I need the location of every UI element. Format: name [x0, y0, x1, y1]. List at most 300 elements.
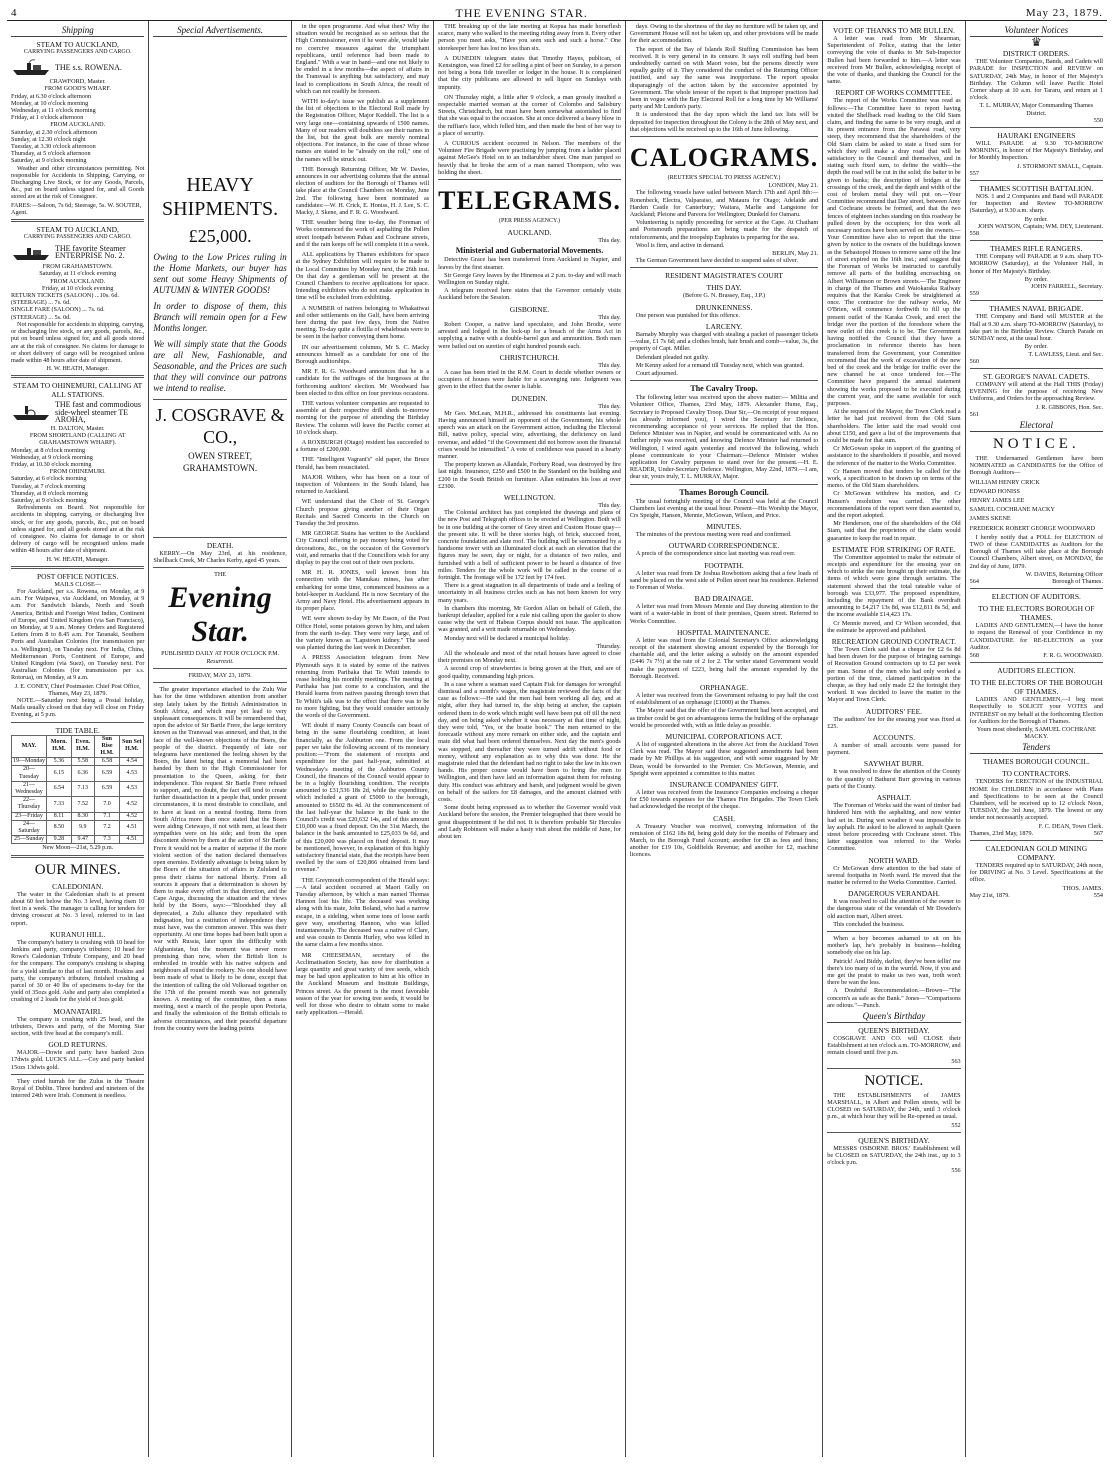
- council-text: A letter was read from Dr Joshua Rowbottom asking that a few loads of sand be placed on the west side of Pollen street near his residence. Referred to Foreman of Works.: [629, 569, 819, 591]
- cavalry-heading: The Cavalry Troop.: [690, 384, 758, 394]
- telegram-text: Sir George Grey leaves by the Hinemoa at 2 p.m. to-day and will reach Wellington on Sunday night.: [438, 271, 621, 287]
- notice-date: Thames, 23rd May, 1879.: [969, 829, 1034, 837]
- time-line: Saturday, at 9 o'clock morning: [11, 496, 87, 504]
- time-line: Wednesday, at 9 o'clock morning: [11, 453, 93, 461]
- council-text: It was resolved to draw the attention of the County to the quantity of Bathurst Burr growing in various parts of the County.: [827, 768, 961, 790]
- signature: F. C. DEAN, Town Clerk.: [1038, 822, 1104, 830]
- issue-date: May 23, 1879.: [1025, 7, 1103, 19]
- telegram-text: Some doubt being expressed as to whether the Governor would visit Auckland before the session, the Premier telegraphed that there would be great disappointment if he did not. It is therefore probable Sir Hercules and Lady Robinson will make a hasty visit about the middle of June, for about ten: [438, 804, 621, 841]
- ad-text: COSGRAVE AND CO. will CLOSE their Establishment at ten o'clock a.m. TO-MORROW, and remain closed until five p.m.: [827, 1034, 961, 1057]
- time-line: Saturday, at 11 o'clock evening: [39, 270, 117, 278]
- paper-date: FRIDAY, MAY 23, 1879.: [188, 672, 252, 680]
- tide-cell: 4.53: [120, 766, 144, 781]
- court-subhead: LARCENY.: [705, 321, 743, 331]
- telegram-text: All the wholesale and most of the retail houses have agreed to close their premises on Monday next.: [438, 650, 621, 665]
- tide-cell: 9.47: [71, 836, 94, 844]
- telegram-text: A telegram received here states that the Governor certainly visits Auckland before the Session.: [438, 287, 621, 302]
- news-paragraph: days. Owing to the shortness of the day no furniture will be taken up, and Government House will not be taken up, and other provisions will be made for their accommodation.: [629, 23, 819, 45]
- court-text: One person was punished for this offence.: [635, 311, 741, 319]
- news-paragraph: MR H. R. JONES, well known from his connection with the Manukau mines, has after embarking for some time, commenced business as a hotel-keeper in Auckland. He is now Secretary of the Army and Navy Hotel. His advertisement appears in its proper place.: [295, 569, 430, 613]
- council-subhead: MUNICIPAL CORPORATIONS ACT.: [665, 732, 783, 742]
- council-subhead: VOTE OF THANKS TO MR BULLEN.: [832, 26, 955, 35]
- telegram-text: Robert Cooper, a native land speculator, and John Brodie, were arrested and lodged in the lock-up for a breach of the Arms Act in supplying a native with a double-barrel gun and ammunition. Both men were bailed out on sureties of eight hundred pounds each.: [438, 320, 621, 350]
- time-line: Tuesday, at 7 o'clock morning: [11, 482, 86, 490]
- telegram-headline: Ministerial and Gubernatorial Movements.: [455, 246, 604, 256]
- tide-row: [12, 797, 144, 812]
- leading-article: The greater importance attached to the Zulu War has for the time withdrawn attention from another step lately taken by the British Administration in South Africa, and which may yet lead to very unpleasant consequences. It will be remembered that, upon the advice of Sir Bartle Frere, the large territory known as the Transvaal was annexed, and that, in the face of the well-known objections of the Boers, the people of the district. Frequently of late our telegrams have mentioned the feeling shown by the Boers, the latest being that a memorial had been handed by them to the High Commissioner for presentation to the Queen, asking for their independence. This request Sir Bartle Frere refused to support, and, no doubt, the fact will tend to create further dissatisfaction in a people that, under present circumstances, it is most desirable to conciliate, and to have at least on a neutral footing. Items from South Africa more than once stated that the Boers were aiding Cetewayo, if not with men, at least their sympathies were on his side; and from the open discontent shown by them at the action of Sir Bartle Frere it would not be a matter of surprise if the more violent section of the nation declared themselves open enemies. Evidently advantage is being taken by the Boers of the situation of affairs in Zululand to press their claims for national liberty. From all sources it appears that a determination is shown by them to make every effort in that direction, and the Cape Argus, discussing the situation and the views held by the Boers, says:—"Bloodshed they all deprecated, a Zulu alliance they repudiated with indignation, but a restitution of independence they must have, was the common answer. This was their opportunity. At one time hopes had been built upon a war with Russia, later upon the difficulty with Afghanistan, but the moment was never more promising than now, when the British lion is embroiled in trouble with his native subjects and neighbours all round the rookery. No one should have been made of what is likely to be done, except that the intention of calling the old Volksraad together on the 17th of the present month was not generally known. A meeting of the committee, then a mass meeting, next a march of the people upon Pretoria, and finally the submission of the British officials to adverse circumstances, and their peaceful departure from the country were the leading points: [153, 686, 287, 1032]
- cable-text: Wool is firm, and active in demand.: [635, 241, 725, 249]
- column-4: [434, 21, 626, 1457]
- council-text: The Town Clerk said that a cheque for £2 6s 8d had been drawn for the purpose of bringing earnings of Recreation Ground contractors up to £2 per week per man. Some of the men who had only worked a portion of the time, claimed participation in the cheque, as they had only made £2 the fortnight they worked. It was decided to leave the matter to the Mayor and Town Clerk.: [827, 646, 961, 704]
- dateline-day: This day.: [598, 237, 621, 245]
- ad-paragraph: In order to dispose of them, this Branch will remain open for a Few Months longer.: [153, 301, 287, 333]
- subheading: MAILS CLOSE—: [54, 580, 101, 588]
- column-7: [966, 21, 1107, 1457]
- time-line: Saturday, at 6 o'clock morning: [11, 475, 87, 483]
- signature: THOS. JAMES.: [1062, 884, 1104, 892]
- ad-number: 557: [969, 169, 979, 177]
- tide-cell: 4.51: [120, 836, 144, 844]
- ship-master: CRAWFORD, Master.: [49, 78, 106, 86]
- tide-cell: 5.58: [71, 758, 94, 766]
- dateline-place: AUCKLAND.: [507, 228, 552, 238]
- court-magistrate: (Before G. N. Brassey, Esq., J.P.): [682, 292, 766, 300]
- section-electoral: Electoral: [970, 420, 1103, 432]
- dateline-place: BERLIN, May 21.: [772, 250, 819, 258]
- news-paragraph: A CURIOUS accident occurred in Nelson. The members of the Volunteer Fire Brigade were practising by jumping from a ladder placed against McGee's Hotel on to an indiarubber sheet. One man jumped so heavily that he broke the arm of a man named Thompson, who was holding the sheet.: [438, 140, 621, 176]
- council-subhead: AUDITORS' FEE.: [865, 706, 923, 716]
- heading: STEAM TO OHINEMURI, CALLING AT ALL STATIONS.: [13, 381, 143, 400]
- tide-cell: 7.13: [71, 781, 94, 796]
- court-day: THIS DAY.: [706, 283, 742, 293]
- council-text: A precis of the correspondence since last meeting was read over.: [635, 550, 796, 558]
- telegram-text: Mr Geo. McLean, M.H.R., addressed his constituents last evening. Having announced himself an opponent of the Government, his whole speech was an attack on the Government action, including the Electoral Bill, native policy, special wire, advertising, the deficiency on land revenue, and added "if the Government did not borrow soon the financial crises would be intensified." A vote of confidence was passed in a hearty manner.: [438, 409, 621, 460]
- news-paragraph: THE various volunteer companies are requested to assemble at their respective drill sheds to-morrow morning for the purpose of attending the Birthday Review. The column will leave the Pacific corner at 10 o'clock sharp.: [295, 399, 430, 436]
- ad-number: 550: [1093, 116, 1104, 124]
- column-6: [823, 21, 965, 1457]
- tide-cell: 9.28: [47, 836, 72, 844]
- signature: J. E. CONEY, Chief Postmaster. Chief Post Office, Thames, May 23, 1879.: [14, 682, 141, 697]
- section-volunteer-notices: Volunteer Notices: [970, 25, 1103, 37]
- council-text: The Committee appointed to make the estimate of receipts and expenditure for the ensuing year on which to strike the rate brought up their estimate, the items of which were gone through seriatim. The statement showed that the total rateable value of borough was £33,977. The proposed expenditure, including the repayment of the Bank overdraft amounting to £4,217 13s 8d, was £12,811 8s 5d, and the income available £14,423 17s.: [827, 553, 961, 619]
- signature: JOHN WATSON, Captain; WM. DEY, Lieutenant.: [977, 222, 1104, 230]
- ad-heading: NOTICE.: [864, 1072, 924, 1089]
- mine-name: KURANUI HILL.: [49, 929, 106, 939]
- dateline-place: DUNEDIN.: [511, 393, 548, 403]
- telegram-text: The property known as Allandale, Forbury Road, was destroyed by fire last night. Insurance, £250 and £500 in the Standard on the building and £200 in the South British on furniture. Allan estimates his loss at over £2300.: [438, 461, 621, 490]
- route-heading: FROM GRAHAMSTOWN.: [42, 263, 113, 271]
- column-5: [626, 21, 823, 1457]
- fare-line: (STEERAGE) ... 5s. 0d.: [11, 313, 71, 321]
- tide-cell: 6.54: [47, 781, 72, 796]
- notice-text: THE Volunteer Companies, Bands, and Cadets will PARADE for INSPECTION and REVIEW on SATURDAY, 24th May, in honor of Her Majesty's Birthday. The Column will leave Pacific Hotel Corner sharp at 10 a.m. for Tararu, and return at 1 o'clock.: [969, 58, 1104, 102]
- council-text: A letter was received from the Insurance Companies enclosing a cheque for £50 towards expenses for the Thames Fire Brigades. The Town Clerk had acknowledged the receipt of the cheque.: [629, 789, 819, 811]
- time-line: Sunday, at 12.30 o'clock night: [11, 135, 86, 143]
- ad-heading: QUEEN'S BIRTHDAY.: [858, 1135, 930, 1145]
- ad-heading: QUEEN'S BIRTHDAY.: [858, 1025, 930, 1035]
- tide-cell: 19—Monday: [13, 758, 45, 765]
- column-1: [7, 21, 149, 1457]
- news-paragraph: MAJOR Withers, who has been on a tour of inspection of Volunteers in the South Island, has returned to Auckland.: [295, 473, 430, 496]
- fare-line: (STEERAGE) ... 7s. 6d.: [11, 299, 71, 307]
- steamship-icon: [11, 243, 51, 261]
- council-subhead: NORTH WARD.: [868, 855, 920, 865]
- notice-heading: HAURAKI ENGINEERS: [997, 131, 1076, 141]
- column-3: [292, 21, 434, 1457]
- news-paragraph: They cried hurrah for the Zulus in the Theatre Royal of Dublin. Three hundred and nineteen of the interred 24th were Irish. Comment is needless.: [11, 1077, 145, 1100]
- dateline-day: This day.: [598, 361, 621, 369]
- tide-row: [12, 758, 144, 766]
- steamship-icon: [11, 58, 51, 76]
- notice-heading: AUDITORS ELECTION.: [997, 666, 1076, 676]
- news-paragraph: Patrick! And Biddy, darlint, they've been tellin' me there's too many of us in the wurrld. Now, if you and me get the praist to make us two wan, troth won't there be wan the less.: [827, 957, 961, 987]
- council-subhead: ESTIMATE FOR STRIKING OF RATE.: [832, 544, 956, 554]
- dateline-place: GISBORNE.: [509, 304, 550, 314]
- newspaper-page: [7, 6, 1107, 1461]
- council-text: A letter was read from the Colonial Secretary's Office acknowledging receipt of the statement showing amount expended by the Borough for charitable aid, and the letter asking a subsidy on the amount expended (£446 7s 7½) at the rate of 2 for 2. The writer stated Government would make the payment of £223, being half the amount expended by the Borough. Received.: [629, 636, 819, 680]
- tide-cell: 25—Sunday: [12, 836, 47, 844]
- by-order: By order.: [1024, 343, 1048, 351]
- notice-place: Borough of Thames.: [1052, 577, 1104, 585]
- dateline-day: This day.: [598, 313, 621, 321]
- ad-number: 561: [969, 410, 979, 418]
- shipping-note: Refreshments on Board. Not responsible for accidents in shipping, carrying, or discharging live stock, or for any goods, parcels, &c., put on board unless signed for, and all goods stored are at the risk of consignee. No claims for damage to or short delivery of cargo will be recognised unless made within 48 hours after date of shipment.: [11, 504, 145, 555]
- tide-cell: 6.15: [47, 766, 72, 781]
- council-text: Cr Mennie moved, and Cr Wilson seconded, that the estimate be approved and published.: [827, 619, 961, 634]
- court-text: Mr Kenny asked for a remand till Tuesday next, which was granted.: [635, 361, 805, 369]
- council-text: A Treasury Voucher was received, conveying information of the remission of £162 18s 8d, being gold duty for the months of February and March, to the Borough Fund Account; another for £8 as fees and fines; another for £19 10s, Goldfields Revenue; and another for £2, machine licences.: [629, 822, 819, 859]
- firm-name: J. COSGRAVE & CO.,: [155, 405, 285, 447]
- council-subhead: ASPHALT.: [876, 793, 912, 803]
- time-line: Friday, at 10.30 o'clock morning: [11, 460, 92, 468]
- ad-amount: £25,000.: [188, 226, 252, 246]
- section-special-ads: Special Advertisements.: [153, 25, 286, 37]
- ad-number: 552: [951, 1121, 961, 1129]
- fares: FARES:—Saloon, 7s 6d; Steerage, 5s. W. SOUTER, Agent.: [11, 201, 142, 216]
- notice-heading: ST. GEORGE'S NAVAL CADETS.: [982, 371, 1090, 381]
- firm-street: OWEN STREET,: [188, 451, 252, 461]
- section-shipping: Shipping: [11, 25, 144, 37]
- candidate-name: FREDERICK ROBERT GEORGE WOODWARD: [969, 524, 1096, 532]
- news-paragraph: A NUMBER of natives belonging to Whakatiwai and other settlements on the Gulf, have been arriving here during the past few days, from the Native meeting. To-day quite a flotilla of whaleboats were to be seen in the harbor conveying them home.: [295, 304, 430, 341]
- signature: T. L. MURRAY, Major Commanding Thames District.: [979, 102, 1094, 117]
- council-text: The Foreman of Works said the want of timber had hindered him with the asphalting, and now winter had set in. During wet weather it was impossible to lay asphalt. He asked to be allowed to asphalt Queen street before proceeding with Cochrane street. This latter suggestion was referred to the Works Committee.: [827, 802, 961, 853]
- tide-cell: 4.53: [120, 781, 144, 796]
- cable-text: The German Government have decided to suspend sales of silver.: [635, 257, 799, 265]
- news-paragraph: WE doubt if many County Councils can boast of being in the same flourishing condition, at least financially, as the Ashburton one. From the local paper we take the following account of its monetary position:—"From the statement of receipts and expenditure for the past half-year, submitted at Wednesday's meeting of the Ashburton County Council, the finances of the Council would appear to be in a highly flourishing condition. The receipts amounted to £31,536 18s 2d, while the expenditure, which included a grant of £5000 to the borough, amounted to £6502 8s 4d. At the commencement of the last half-year the balance in the bank to the Council's credit was £20,632 14s, and of this amount £10,000 was a fixed deposit. On the 31st March, the balance in the bank amounted to £25,033 9s 6d, and of this £20,000 was placed on fixed deposit. It may be mentioned, however, in explanation of this highly satisfactory financial state, that the receipts have been swelled by the sum of £20,866 obtained from land revenue.": [295, 722, 430, 874]
- signature: J. R. GIBBONS, Hon. Sec.: [1035, 403, 1104, 411]
- tide-table-title: TIDE TABLE.: [55, 725, 100, 735]
- tide-row: [12, 836, 144, 844]
- notice-heading: NOTICE.: [992, 435, 1080, 452]
- news-paragraph: It is understood that the day upon which the land tax lists will be deposited for inspection throughout the Colony is the 28th of May next, and that objections will be received up to the 16th of June following.: [629, 111, 819, 133]
- time-line: Saturday, at 2.30 o'clock afternoon: [11, 128, 97, 136]
- post-office-note: NOTE.—Saturday next being a Postal holiday, Mails usually closed on that day will close on Friday Evening, at 5 p.m.: [11, 697, 145, 719]
- news-paragraph: A DUNEDIN telegram states that Timothy Hayes, publican, of Kensington, was fined £2 for selling a pint of beer on Sunday, to a person not being a bona fide traveller or lodger in the house. It is complained that the city publicans are allowed to sell liquor on Sundays with impunity.: [438, 54, 621, 91]
- ad-number: 568: [969, 651, 979, 659]
- council-text: The usual fortnightly meeting of the Council was held at the Council Chambers last evening at the usual hour. Present—His Worship the Mayor, Crs Speight, Hansen, Mennie, McGowan, Wilson, and Price.: [629, 497, 819, 519]
- steamer-notice: [11, 58, 144, 76]
- signature: W. DAVIES, Returning Officer: [1025, 570, 1104, 578]
- by-order: By order.: [1024, 215, 1048, 223]
- route-heading: FROM OHINEMURI.: [49, 468, 106, 476]
- tide-row: [12, 781, 144, 796]
- notice-heading: THAMES RIFLE RANGERS.: [990, 244, 1083, 254]
- council-subhead: DANGEROUS VERANDAH.: [847, 889, 940, 899]
- council-text: Mr Henderson, one of the shareholders of the Old Siam, said that the proprietors of the claim would guarantee to keep the road in repair.: [827, 520, 961, 542]
- dateline-day: Thursday.: [596, 642, 621, 650]
- notice-text: TENDERS for ERECTION of the INDUSTRIAL HOME for CHILDREN in accordance with Plans and Specifications to be seen at the Council Chambers, will be received up to 12 o'clock Noon, TUESDAY, the 3rd June, 1879. The lowest or any tender not necessarily accepted.: [969, 778, 1104, 822]
- ad-number: 558: [969, 230, 979, 238]
- news-paragraph: MR CHEESEMAN, secretary of the Acclimatisation Society, has now for distribution a large quantity and great variety of tree seeds, which may be had upon application to him at his office in the Auckland Museum and Institute Buildings, Princes street. As the present is the most favorable season of the year for sowing tree seeds, it would be well for those who desire to obtain some to make early application.—Herald.: [295, 951, 430, 1017]
- telegram-text: A second crop of strawberries is being grown at the Hutt, and are of good quality, commanding high prices.: [438, 665, 621, 680]
- shipping-note: Not responsible for accidents in shipping, carrying, or discharging live stock, or any goods, parcels, &c., put on board unless signed for, and all goods stored are at the risk of consignee. No claims for damage to or short delivery of cargo will be recognised unless made within 48 hours after date of shipment.: [11, 320, 145, 364]
- time-line: Friday, at 1 o'clock afternoon: [11, 114, 84, 122]
- news-paragraph: WITH to-day's issue we publish as a supplement the list of objections to the Electoral Roll made by the Registration Officer, Major Keddell. The list is a very large one—containing upwards of 1500 names. Many of our readers will doubtless see their names in the list, but the great bulk are merely nominal objections. For instance, in the case of those whose names are stated to be "already on the roll," one of the names will be struck out.: [295, 98, 430, 163]
- news-paragraph: ALL applications by Thames exhibitors for space at the Sydney Exhibition will require to be made to the Local Committee by Monday next, the 26th inst. On that day a gentleman will be present at the Council Chambers to receive applications for space. Intending exhibitors who do not make application in time will be excluded from exhibiting.: [295, 251, 430, 302]
- council-text: The Mayor said that the offer of the Government had been accepted, and as timber could be got on advantageous terms the building of the orphanage would be proceeded with, with as little delay as possible.: [629, 707, 819, 729]
- council-text: A letter was read from Messrs Mennie and Day drawing attention to the want of a water-table in front of their premises, Queen street. Referred to Works Committee.: [629, 603, 819, 625]
- route-heading: FROM AUCKLAND.: [50, 277, 106, 285]
- news-paragraph: ON Thursday night, a little after 9 o'clock, a man grossly insulted a respectable married woman at the corner of Colombo and Salisbury Streets, Christchurch, but must have been somewhat astonished to find that she was equal to the occasion. She at once delivered a heavy blow in the ruffian's face, which felled him, and then made the best of her way to a place of security.: [438, 93, 621, 137]
- newspaper-title: THE EVENING STAR.: [455, 5, 588, 20]
- time-line: Thursday, at 5 o'clock afternoon: [11, 150, 91, 158]
- telegram-text: Monday next will be declared a municipal holiday.: [444, 634, 570, 642]
- calograms-source: (REUTER'S SPECIAL TO PRESS AGENCY.): [667, 175, 781, 182]
- council-subhead: OUTWARD CORRESPONDENCE.: [668, 541, 780, 551]
- time-line: Monday, at 8 o'clock morning: [11, 446, 86, 454]
- notice-text: THE Company and Band will MUSTER at the Hall at 9.30 a.m. sharp TO-MORROW (Saturday), to take part in the Birthday Review. Church Parade on SUNDAY next, at the usual hour.: [969, 313, 1104, 343]
- council-subhead: SAYWHAT BURR.: [863, 759, 924, 769]
- steamer-notice: [11, 243, 144, 261]
- tide-cell: 7.33: [47, 797, 72, 812]
- news-paragraph: IN our advertisement columns, Mr S. C. Macky announces himself as a candidate for one of the Borough auditorships.: [295, 343, 430, 365]
- council-subhead: REPORT OF WORKS COMMITTEE.: [835, 88, 953, 98]
- tide-cell: 6.59: [94, 766, 119, 781]
- council-subhead: HOSPITAL MAINTENANCE.: [676, 627, 772, 637]
- court-text: Court adjourned.: [635, 369, 678, 377]
- ad-paragraph: We will simply state that the Goods are all New, Fashionable, and Seasonable, and the Prices are such that they will convince our patrons we intend to realise.: [153, 339, 287, 393]
- news-paragraph: THE weather being fine to-day, the Foreman of Works commenced the work of asphalting the Pollen street footpath between Pahau and Cochrane streets, and if the rain keeps off he will complete it in a week.: [295, 219, 430, 248]
- tide-cell: 8.11: [47, 812, 72, 820]
- paper-motto: Resurrexit.: [206, 657, 234, 665]
- dateline-place: WELLINGTON.: [503, 492, 556, 502]
- subheading: CARRYING PASSENGERS AND CARGO.: [23, 234, 132, 241]
- council-text: At the request of the Mayor, the Town Clerk read a letter he had just received from the Old Siam shareholders. The letter said the road would cost about £150, and gave a list of the improvements that could be made for that sum.: [827, 408, 961, 444]
- our-mines-heading: OUR MINES.: [34, 861, 121, 878]
- telegram-text: In a case where a seaman sued Captain Fisk for damages for wrongful dismissal and a month's wages, the magistrate reviewed the facts of the case as follows:—He said the men had been working all day, and at night, after they had turned in, the ship being at anchor, the captain ordered them to do work which might well have been put off till the next day, and on being asked whether it was necessary at that time of night, they were told, "Yes, or the boatie book." The men returned to the forecastle without any more remark on either side, and the captain and mate did what had been ordered themselves. Next day the men's goods was stopped, and thereafter they were turned adrift without food or money, without any explanation as to why this was done. He the magistrate ruled that the defendant had no right to take the law in his own hands. His proper course would have been to bring the men to Wellington, and then have laid an information against them for refusing duty. His conduct was arbitrary and harsh, and judgment would be given on behalf of the sailors for £8 damages, and the amount claimed with costs.: [438, 680, 621, 804]
- signature: H. W. HEATH, Manager.: [46, 555, 109, 563]
- notice-text: THE Undernamed Gentlemen have been NOMINATED as CANDIDATES for the Office of Borough Auditors—: [969, 454, 1104, 477]
- tide-cell: 4.54: [120, 758, 144, 766]
- news-paragraph: THE Greymouth correspondent of the Herald says:—A fatal accident occurred at Maori Gully on Tuesday afternoon, by which a man named Thomas Hannon lost his life. The deceased was working along with his mate, John Boland, who had a narrow escape, in a sideling, when some tons of loose earth gave way, smothering Hannon, who was killed instantaneously. The deceased was a native of Clare, and was cousin to Dennis Hurley, who was killed in the same claim a few months since.: [295, 876, 430, 949]
- mine-report: The company's battery is crushing with 10 head for Jenkins and party, company's tributers; 10 head for Rowe's Caledonian Tribute Company, and 20 head for the company. The company's crushing is shaping for a yield similar to that of last month. Hoskins and party, the company's tributers, finished crushing a parcel of 30 or 40 lbs of specimens to-day for the yield of 35ozs gold. Ashe and party also completed a crushing of 2 loads for the yield of 3ozs gold.: [11, 938, 145, 1004]
- council-text: A number of small accounts were passed for payment.: [827, 742, 961, 757]
- mine-name: CALEDONIAN.: [52, 881, 104, 891]
- council-subhead: MINUTES.: [706, 522, 742, 532]
- council-text: Cr McGowan spoke in support of the granting of assistance to the shareholders if possible, and moved the reference of the matter to the Works Committee.: [827, 445, 961, 467]
- mine-report: MAJOR.—Dowie and party have banked 2ozs 17dwts gold. LUCK'S ALL.—Coy and party banked 15ozs 13dwts gold.: [11, 1049, 145, 1071]
- ad-number: 560: [969, 357, 979, 365]
- notice-text: I hereby notify that a POLL for ELECTION of TWO of these CANDIDATES as Auditors for the Borough of Thames will take place at the Borough Council Chambers, Albert street, on MONDAY, the 2nd day of June, 1879.: [969, 533, 1104, 570]
- news-paragraph: A ROXBURGH (Otago) resident has succeeded to a fortune of £200,000.: [295, 438, 430, 454]
- news-paragraph: MR F. R. G. Woodward announces that he is a candidate for the suffrages of the burgesses at the forthcoming auditors' election. Mr Woodward has been elected to this office on four previous occasions.: [295, 368, 430, 397]
- council-text: It was resolved to call the attention of the owner to the dangerous state of the verandah of Mr Dowden's old auction mart, Albert street.: [827, 898, 961, 920]
- tide-cell: 4.51: [120, 820, 144, 835]
- masthead: [7, 6, 1107, 21]
- news-paragraph: MR GEORGE Stains has written to the Auckland City Council offering to pay money being voted for decorations, &c., on the occasion of the Governor's visit, and remarks that if the Councillors wish for any display to pay the cost out of their own pockets.: [295, 530, 430, 567]
- news-paragraph: When a boy becomes ashamed to sit on his mother's lap, he's probably in business—holding somebody else on his lap.: [827, 934, 961, 957]
- heading: POST OFFICE NOTICES.: [37, 571, 119, 581]
- dateline-place: LONDON, May 21.: [768, 182, 819, 190]
- tide-cell: 20—Tuesday: [12, 766, 47, 781]
- news-paragraph: A PRESS Association telegram from New Plymouth says it is stated by some of the natives returning from Parihaka that Te Whiti intends to cease holding his monthly meetings. The meeting at Parihaka has just come to a conclusion, and the Herald learns from natives passing through town that Te Whiti's talk was to the effect that there was to be no more fighting, but they would consider seriously the words of the Government.: [295, 654, 430, 720]
- shipping-note: Weather and other circumstances permitting. Not responsible for Accidents in Shipping, Carrying, or Discharging Live Stock, or for any Goods, Parcels, &c., put on board unless signed for, and all Goods stored are at the risk of Consignee.: [11, 164, 145, 201]
- mine-report: The water in the Caledonian shaft is at present about 60 feet below the No. 3 level, having risen 10 feet in a week. The manager is calling for tenders for driving crosscut at No. 3 level, referred to in last report.: [11, 890, 145, 927]
- ship-master: H. DALTON, Master.: [50, 424, 105, 432]
- news-paragraph: THE "Intelligent Vagrant's" old paper, the Bruce Herald, has been resuscitated.: [295, 456, 430, 471]
- mine-name: GOLD RETURNS.: [48, 1040, 108, 1050]
- steamer-notice: [11, 401, 144, 423]
- tide-col-header: MAY.: [12, 735, 47, 758]
- council-text: The auditors' fee for the ensuing year was fixed at £25.: [827, 715, 961, 730]
- mine-report: The company is crushing with 25 head, and the tributers, Dewes and party, of the Morning Star section, with five head at the company's mill.: [11, 1015, 145, 1037]
- notice-heading: THAMES BOROUGH COUNCIL.: [982, 757, 1090, 767]
- dateline-day: This day.: [598, 501, 621, 509]
- heading: STEAM TO AUCKLAND,: [36, 225, 119, 235]
- paper-nameplate: Evening Star.: [168, 580, 272, 648]
- ad-text: MESSRS OSBORNE BROS.' Establishment will be CLOSED on SATURDAY, the 24th inst., up to 3 o'clock p.m.: [827, 1144, 961, 1167]
- council-text: A letter was read from Mr Shearman, Superintendent of Police, stating that the letter conveying the vote of thanks to Mr Sub-Inspector Bullen had been forwarded to him.—A letter was received from Mr Bullen, acknowledging receipt of the vote of thanks, and thanking the Council for the same.: [827, 35, 961, 86]
- tide-col-header: Morn. H.M.: [47, 735, 72, 758]
- section-queens-birthday: Queen's Birthday: [827, 1011, 960, 1023]
- notice-subheading: TO THE ELECTORS OF THE BOROUGH OF THAMES.: [970, 678, 1103, 697]
- candidate-name: WILLIAM HENRY CRICK: [969, 478, 1040, 486]
- crown-icon: ♛: [1030, 35, 1042, 49]
- fare-line: SINGLE FARE (SALOON) ... 7s. 6d.: [11, 306, 105, 314]
- tide-col-header: Even. H.M.: [71, 735, 94, 758]
- council-text: This concluded the business.: [833, 920, 905, 928]
- tide-cell: 7.3: [94, 836, 119, 844]
- notice-text: LADIES AND GENTLEMEN,—I have the honor to request the Renewal of your Confidence in my CANDIDATURE for RE-ELECTION as your Auditor.: [969, 622, 1104, 651]
- ad-paragraph: Owing to the Low Prices ruling in the Home Markets, our buyer has sent out some Heavy Shipments of AUTUMN & WINTER GOODS!: [153, 252, 287, 295]
- telegram-text: In chambers this morning, Mr Gordon Allan on behalf of Gileth, the bankrupt defaulter, applied for a rule nisi calling upon the gaoler to show cause why the writ of Habeas Corpus should not issue. The application was granted, and a writ made returnable on Wednesday.: [438, 604, 621, 634]
- tide-cell: 22—Thursday: [12, 797, 47, 812]
- notice-text: TENDERS required up to SATURDAY, 24th noon, for DRIVING at No. 3 Level. Specifications at the office.: [969, 862, 1104, 884]
- calograms-heading: CALOGRAMS.: [629, 143, 819, 173]
- tide-cell: 7.1: [94, 812, 119, 820]
- route-heading: FROM GOOD'S WHARF.: [44, 85, 111, 93]
- paddle-steamer-icon: [11, 403, 51, 421]
- council-subhead: BAD DRAINAGE.: [694, 594, 754, 604]
- tide-cell: 8.50: [47, 820, 72, 835]
- council-subhead: ORPHANAGE.: [699, 683, 749, 692]
- tide-row: [12, 820, 144, 835]
- death-notice: KERRY.—On May 23rd, at his residence, Shellback Creek, Mr Charles Kerby, aged 45 years.: [153, 550, 287, 565]
- signature: JOHN FARRELL, Secretary.: [1031, 283, 1104, 291]
- route-heading: FROM SHORTLAND (CALLING AT GRAHAMSTOWN WHARF).: [29, 432, 126, 447]
- route-heading: FROM AUCKLAND.: [50, 121, 106, 129]
- candidate-name: SAMUEL COCHRANE MACKY: [969, 506, 1055, 514]
- council-text: Cr McGowan withdrew his motion, and Cr Hansen's resolution was carried. The other recommendations of the report were then assented to, and the report adopted.: [827, 490, 961, 519]
- tide-cell: 6.59: [94, 781, 119, 796]
- signature: H. W. HEATH, Manager.: [46, 365, 109, 373]
- column-2: [149, 21, 291, 1457]
- paper-subtitle: PUBLISHED DAILY AT FOUR O'CLOCK P.M.: [161, 650, 280, 657]
- notice-date: May 21st, 1879.: [969, 891, 1010, 899]
- signature: J. STORMONT SMALL, Captain.: [1017, 162, 1104, 170]
- post-office-notice: For Auckland, per s.s. Rowena, on Monday, at 9 a.m. For Waipawa, via Auckland, on Monday, at 9 a.m. For Sandwich Islands, North and South America, British and Foreign West Indies, Continent of Europe, and United Kingdom (via San Francisco), on Monday, at 9 a.m. Money Orders and Registered Letters from 8 to 8.45 a.m. For Taranaki, Southern Ports and Australian Colonies (for transmission per s.s. Wellington), on Tuesday next. For India, China, Mediterranean Ports, Continent of Europe, and United Kingdom (via Suez), on Tuesday next. For Australian Colonies (for transmission per s.s. Rotorua), on Monday, at 9 a.m.: [11, 587, 145, 682]
- telegrams-source: (PER PRESS AGENCY.): [498, 218, 561, 225]
- council-heading: Thames Borough Council.: [679, 487, 769, 497]
- council-subhead: ACCOUNTS.: [872, 733, 916, 743]
- council-text: A letter was received from the Government refusing to pay half the cost of establishment of an orphanage (£1000) at the Thames.: [629, 692, 819, 707]
- tide-cell: 6.36: [71, 766, 94, 781]
- tide-cell: 4.52: [120, 797, 144, 812]
- cavalry-text: The following letter was received upon the above matter:— Militia and Volunteer Office, Thames, 23rd May, 1879. Alexander Hume, Esq., Secretary to Proposed Cavalry Troop. Dear Sir,—On receipt of your request (as already informed you), I wired the Secretary for Defence, recommending acceptance of your services. He replied that the Hon. Defence Minister was in Napier, and would be communicated with. As no further reply was received, and knowing Defence Minister had returned to Wellington, I wired again yesterday and received the following, which please communicate to your Chairman:—Defence Minister wishes application for Cavalry purposes to stand over for the present.—H. E. READER, Under-Secretary Defence. Wellington, May 22nd, 1879.—I am, dear sir, yours truly, T. L. MURRAY, Major.: [629, 394, 819, 481]
- council-subhead: CASH.: [713, 813, 735, 823]
- mine-name: MOANATAIRI.: [53, 1006, 103, 1016]
- time-line: Friday, at 6.30 o'clock afternoon: [11, 92, 92, 100]
- ad-headline: HEAVY SHIPMENTS.: [162, 174, 279, 220]
- time-line: Wednesday, at 11 o'clock morning: [11, 107, 96, 115]
- council-text: The report of the Works Committee was read as follows:—The Committee have to report having visited the Shellback road leading to the Old Siam claim, and finding the same to be very rough, and at its present entrance from the Parawai road, very steep, they recommend that the shareholders of the Old Siam claim be asked to state a fixed sum for which they will make a dray road that will be satisfactory to the Council and themselves, and in stating such fixed sum, to define the width—the depth the road will be cut in the solid; the batter to be given to banks; the description of bridges at the crossings of the creek, and the depth and width of the cost of broken metal they will put on.—Your Committee recommend that Day street, between Amy and Cochrane streets be formed, and that the two fences of eighteen inches standing on this roadway be pulled down by the occupiers; for this work all necessary notices have been served on the owners.—Your Committee have also to report that the time given by notice to the owners of the buildings known as the Sebastopol Houses to remove same off the line of street expired on the 16th inst.; and suggest that the Foreman of Works be instructed to carefully remove all parts of the building encroaching on Albert Williamson or Brown streets.—The Engineer in charge of the Thames and Waiokaraka Railway requires that the Karaka Creek be straightened at once. The contractor for the railway works, Mr O'Brien, will commence forthwith to fill up the present outlet of the Karaka Creek, and erect the bridge over the portion of the foreshore where the new outlet of this creek is to be. The Government having notified the Council that they have a proclamation in reference thereto has been transferred from the Government, your Committee recommend that the work of excavation of the new bed of the creek and the bridge for traffic over the new channel be at once tendered for.—The Committee have prepared the annual statement showing the works proposed to be executed during the current year, and the same available for such purposes.: [827, 97, 961, 407]
- telegram-text: A case has been tried in the R.M. Court to decide whether owners or occupiers of houses were liable for a scavenging rate. Judgment was given to the effect that the owner is liable.: [438, 368, 621, 391]
- cosgrave-ad: [153, 252, 286, 394]
- notice-heading: THAMES SCOTTISH BATTALION.: [979, 184, 1094, 194]
- time-line: Tuesday, at 3.30 o'clock afternoon: [11, 143, 96, 151]
- news-paragraph: THE breaking up of the late meeting at Kopua has made horseflesh scarce, many who walked to the meeting riding away from it. Every other person you meet asks, "Have you seen such and such a horse." One storekeeper here has lost no less than six.: [438, 23, 621, 52]
- ship-name: THE fast and commodious side-wheel steamer TE AROHA,: [55, 400, 141, 424]
- cable-text: Volunteering is rapidly proceeding for service at the Cape. At Chatham and Portsmouth preparations are being made for the despatch of reinforcements, and the troopship Euphrates is preparing for the sea.: [629, 219, 819, 241]
- tide-cell: 8.30: [71, 812, 94, 820]
- tide-cell: 7.0: [94, 797, 119, 812]
- news-paragraph: The report of the Bay of Islands Roll Stuffing Commission has been received. It is very general in its censure. It says roll stuffing had been undoubtedly carried on with Maori votes, but the persons directly were equally guilty of it. They considered the conduct of the Returning Officer justified, and say the same was inopportune. The report speaks disparagingly of the action taken by the successive appointed by Government. The whole tenour of the report is that improper practices had been in vogue with the Bay Electoral Roll for a long time by Mr Williams' party and Mr Lundon's party.: [629, 45, 819, 111]
- tide-cell: 7.52: [71, 797, 94, 812]
- ad-text: THE ESTABLISHMENTS of JAMES MARSHALL, in Albert and Pollen streets, will be CLOSED on SATURDAY, the 24th, until 3 o'clock p.m., at which hour they will be Re-opened as usual.: [827, 1091, 961, 1121]
- moon-phase: New Moon—21st, 5.29 p.m.: [42, 844, 114, 852]
- time-line: Saturday, at 9 o'clock morning: [11, 157, 87, 165]
- notice-text: COMPANY will attend at the Hall THIS (Friday) EVENING for the purpose of receiving New Uniforms, and Orders for the approaching Review.: [969, 380, 1104, 403]
- ad-number: 559: [969, 290, 979, 298]
- tide-cell: 5.36: [47, 758, 72, 766]
- by-order: By order.: [1024, 275, 1048, 283]
- telegrams-heading: TELEGRAMS.: [438, 186, 621, 216]
- court-text: Defendant pleaded not guilty.: [635, 353, 709, 361]
- signature: F. R. G. WOODWARD.: [1043, 651, 1104, 659]
- notice-text: LADIES AND GENTLEMEN,—I beg most Respectfully to SOLICIT your VOTES and INTEREST on my behalf at the forthcoming Election for Auditors for the Borough of Thames.: [969, 696, 1104, 725]
- ship-name: THE s.s. ROWENA.: [55, 62, 122, 72]
- signature: T. LAWLESS, Lieut. and Sec.: [1028, 350, 1104, 358]
- page-number: 4: [11, 7, 18, 19]
- tide-row: [12, 812, 144, 820]
- notice-subheading: TO THE ELECTORS BOROUGH OF THAMES.: [978, 604, 1095, 623]
- ad-number: 556: [951, 1167, 961, 1175]
- news-paragraph: in the open programme. And what then? Why the situation would be recognised as so serious that the High Commissioner, even if he were able, would take no coercive measures against the triumphant republicans, until reference had been made to England." With a war in hand—and one not likely to be ended in a few months—the aspect of affairs in the Transvaal is anything but satisfactory, and may lead to complications in South Africa, the result of which can not readily be foreseen.: [295, 23, 430, 95]
- ship-name: THE favorite Steamer ENTERPRISE No. 2.: [55, 244, 126, 261]
- candidate-name: JAMES SKENE: [969, 515, 1011, 523]
- notice-heading: ELECTION OF AUDITORS.: [991, 592, 1081, 602]
- council-subhead: RECREATION GROUND CONTRACT.: [831, 637, 957, 647]
- tide-col-header: Sun Set H.M.: [120, 735, 144, 758]
- ad-number: 563: [951, 1057, 961, 1065]
- ad-number: 554: [1093, 891, 1104, 899]
- council-text: A list of suggested alterations in the above Act from the Auckland Town Clerk was read. The Mayor said these suggested amendments had been made by Mr Phillips at his suggestion, and with some suggested by Mr Dean, would be forwarded to the Premier. Crs McGowan, Mennie, and Speight were appointed a committee to this matter.: [629, 741, 819, 777]
- council-subhead: INSURANCE COMPANIES' GIFT.: [669, 780, 779, 790]
- court-text: Barnaby Murphy was charged with stealing a packet of passenger tickets—value, £1 7s 6d; and a clothes brush, hair brush and comb—value, 3s, the property of Capt. Miller.: [629, 330, 819, 353]
- council-text: Cr McGowan drew attention to the bad state of several footpaths in North ward. He moved that the matter be referred to the Works Committee. Carried.: [827, 864, 961, 886]
- council-subhead: FOOTPATH.: [704, 560, 744, 570]
